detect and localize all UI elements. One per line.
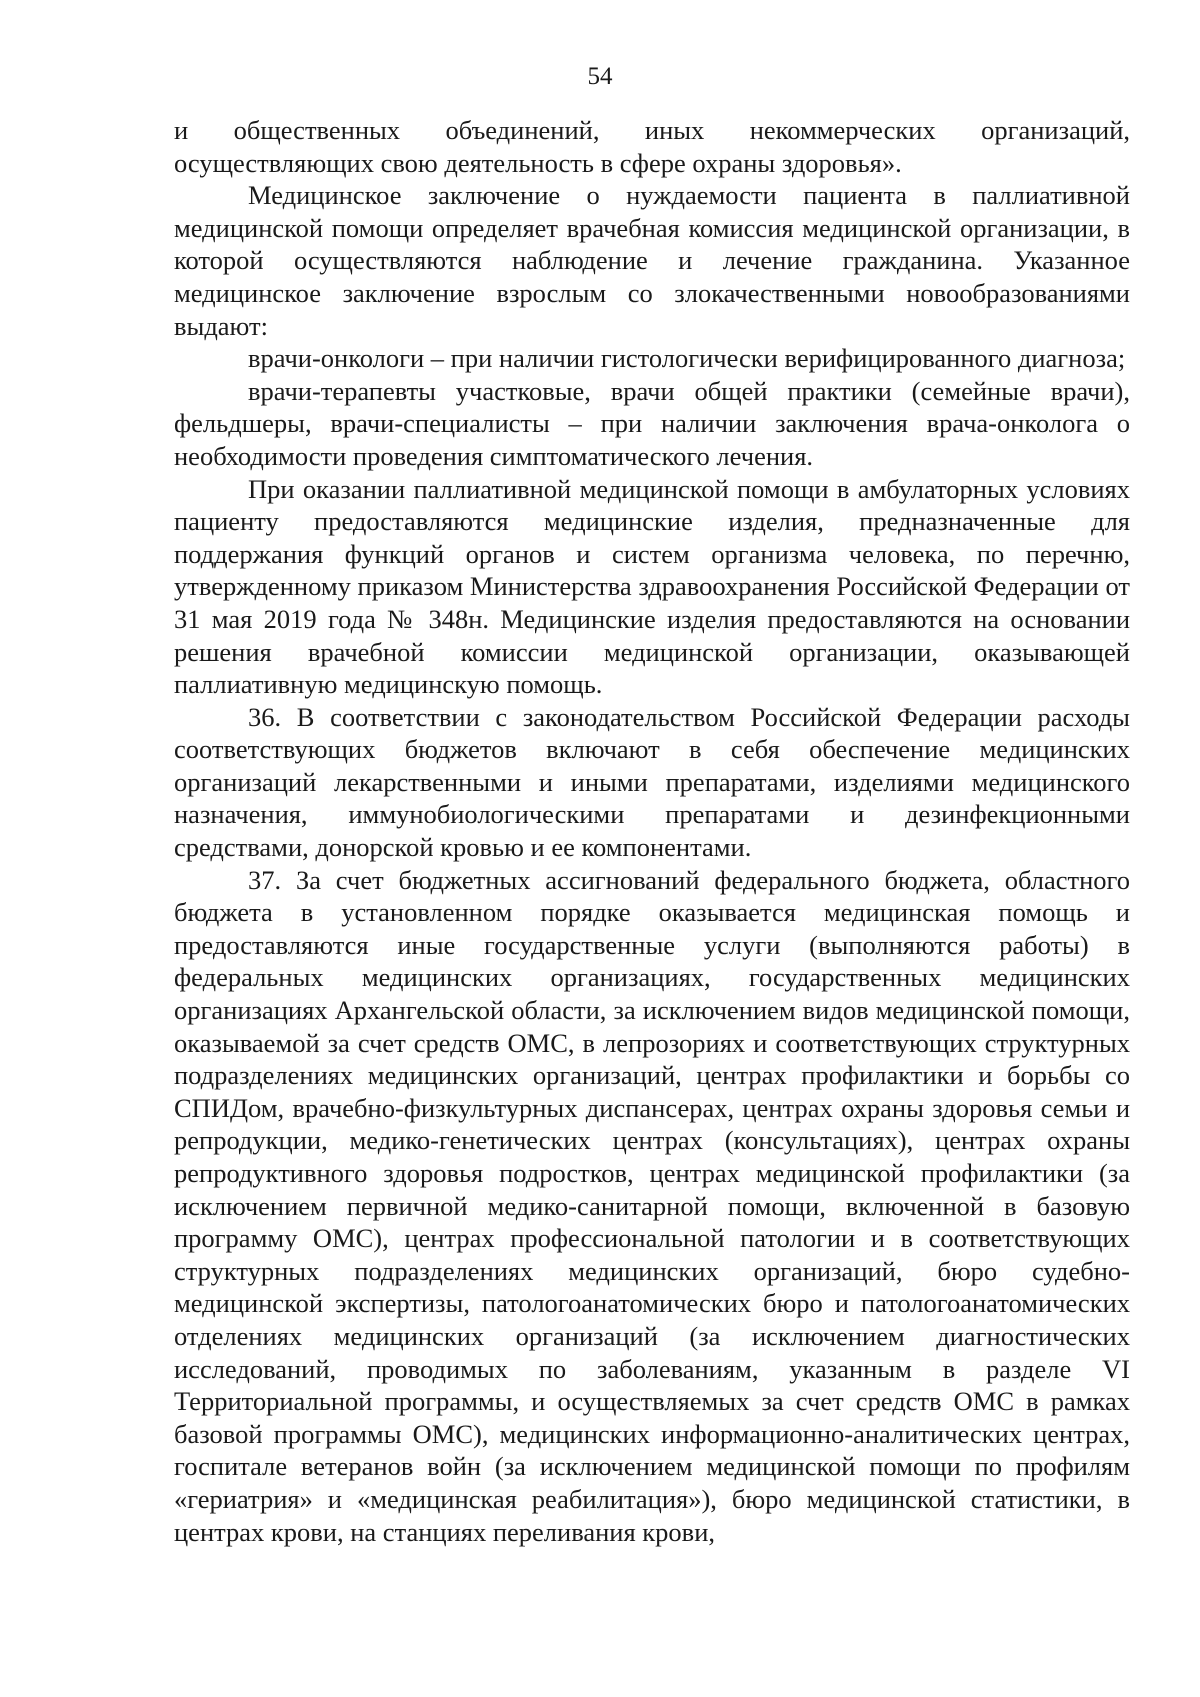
document-body <box>174 114 1130 1548</box>
paragraph-continuation: и общественных объединений, иных некоммерческих организаций, осуществляющих свою деятельность в сфере охраны здоровья». <box>174 115 1130 178</box>
page-number: 54 <box>587 63 613 90</box>
paragraph-medical-devices: При оказании паллиативной медицинской помощи в амбулаторных условиях пациенту предоставляются медицинские изделия, предназначенные для поддержания функций органов и систем организма человека, по перечню, утвержденному приказом Министерства здравоохранения Российской Федерации от 31 мая 2019 года № 348н. Медицинские изделия предоставляются на основании решения врачебной комиссии медицинской организации, оказывающей паллиативную медицинскую помощь. <box>174 473 1130 700</box>
paragraph-item-37: 37. За счет бюджетных ассигнований федерального бюджета, областного бюджета в установленном порядке оказывается медицинская помощь и предоставляются иные государственные услуги (выполняются работы) в федеральных медицинских организациях, государственных медицинских организациях Архангельской области, за исключением видов медицинской помощи, оказываемой за счет средств ОМС, в лепрозориях и соответствующих структурных подразделениях медицинских организаций, центрах профилактики и борьбы со СПИДом, врачебно-физкультурных диспансерах, центрах охраны здоровья семьи и репродукции, медико-генетических центрах (консультациях), центрах охраны репродуктивного здоровья подростков, центрах медицинской профилактики (за исключением первичной медико-санитарной помощи, включенной в базовую программу ОМС), центрах профессиональной патологии и в соответствующих структурных подразделениях медицинских организаций, бюро судебно-медицинской экспертизы, патологоанатомических бюро и патологоанатомических отделениях медицинских организаций (за исключением диагностических исследований, проводимых по заболеваниям, указанным в разделе VI Территориальной программы, и осуществляемых за счет средств ОМС в рамках базовой программы ОМС), медицинских информационно-аналитических центрах, госпитале ветеранов войн (за исключением медицинской помощи по профилям «гериатрия» и «медицинская реабилитация»), бюро медицинской статистики, в центрах крови, на станциях переливания крови, <box>174 864 1130 1547</box>
paragraph-item-36: 36. В соответствии с законодательством Российской Федерации расходы соответствующих бюджетов включают в себя обеспечение медицинских организаций лекарственными и иными препаратами, изделиями медицинского назначения, иммунобиологическими препаратами и дезинфекционными средствами, донорской кровью и ее компонентами. <box>174 701 1130 863</box>
paragraph-oncologists: врачи-онкологи – при наличии гистологически верифицированного диагноза; <box>248 343 1126 374</box>
paragraph-medical-conclusion: Медицинское заключение о нуждаемости пациента в паллиативной медицинской помощи определяет врачебная комиссия медицинской организации, в которой осуществляются наблюдение и лечение гражданина. Указанное медицинское заключение взрослым со злокачественными новообразованиями выдают: <box>174 180 1130 341</box>
paragraph-therapists: врачи-терапевты участковые, врачи общей практики (семейные врачи), фельдшеры, врачи-специалисты – при наличии заключения врача-онколога о необходимости проведения симптоматического лечения. <box>174 375 1130 471</box>
